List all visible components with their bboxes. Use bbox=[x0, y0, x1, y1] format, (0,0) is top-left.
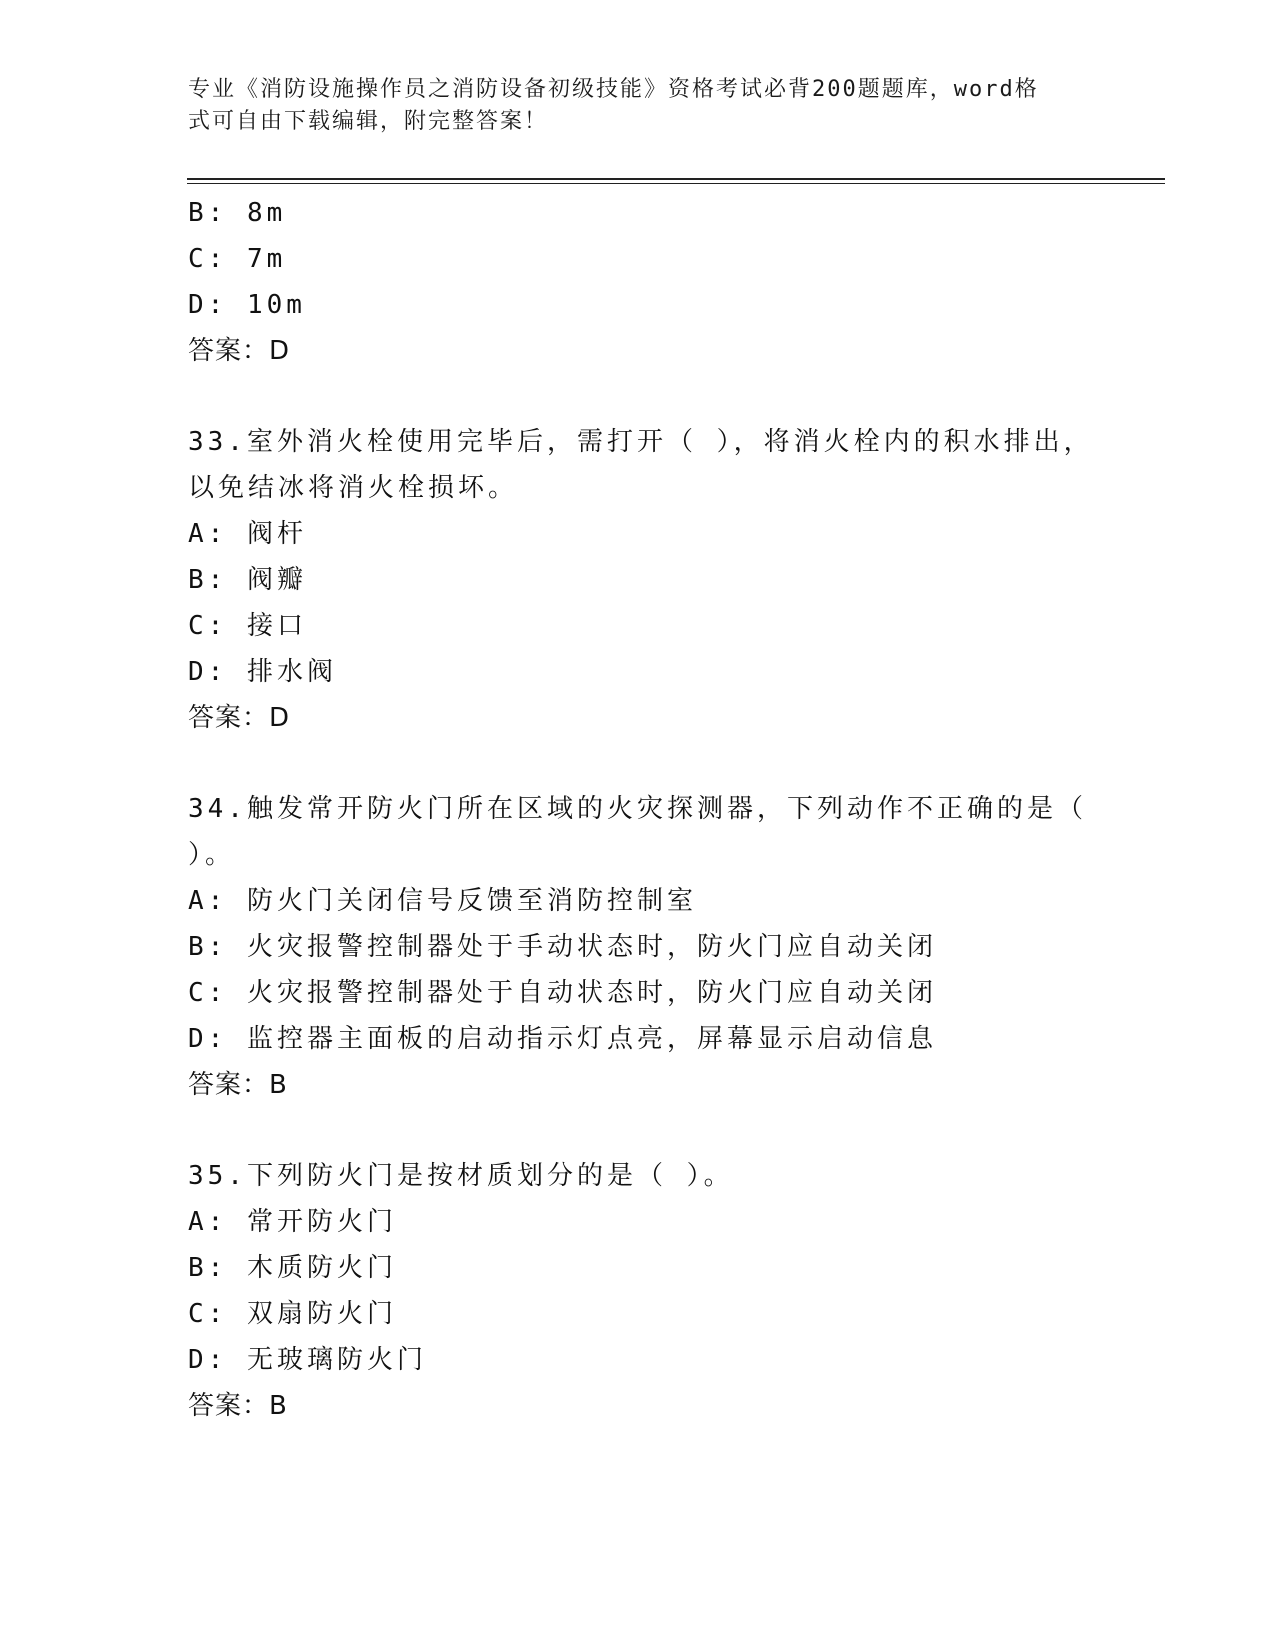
question-list bbox=[188, 190, 1094, 1429]
option-c: C: 双扇防火门 bbox=[188, 1299, 397, 1329]
question-stem-line-1: 34.触发常开防火门所在区域的火灾探测器，下列动作不正确的是（ bbox=[188, 794, 1087, 824]
option-b: B: 火灾报警控制器处于手动状态时，防火门应自动关闭 bbox=[188, 932, 937, 962]
question-stem-line-1: 35.下列防火门是按材质划分的是（ ）。 bbox=[188, 1161, 734, 1191]
header-divider-thin bbox=[187, 183, 1165, 184]
question-32-continuation bbox=[188, 190, 1088, 374]
question-stem-line-2: ）。 bbox=[188, 840, 236, 870]
question-stem-line-1: 33.室外消火栓使用完毕后，需打开（ ），将消火栓内的积水排出， bbox=[188, 427, 1094, 457]
answer-line: 答案：D bbox=[188, 703, 291, 733]
header-line-1: 专业《消防设施操作员之消防设备初级技能》资格考试必背200题题库，word格 bbox=[188, 77, 1039, 102]
option-a: A: 阀杆 bbox=[188, 519, 307, 549]
document-header bbox=[188, 74, 1068, 138]
option-b: B: 8m bbox=[188, 198, 287, 228]
option-a: A: 常开防火门 bbox=[188, 1207, 397, 1237]
question-35 bbox=[188, 1153, 1088, 1429]
option-a: A: 防火门关闭信号反馈至消防控制室 bbox=[188, 886, 697, 916]
option-d: D: 无玻璃防火门 bbox=[188, 1345, 427, 1375]
option-c: C: 7m bbox=[188, 244, 287, 274]
option-d: D: 10m bbox=[188, 290, 306, 320]
option-c: C: 接口 bbox=[188, 611, 307, 641]
option-d: D: 排水阀 bbox=[188, 657, 337, 687]
option-d: D: 监控器主面板的启动指示灯点亮，屏幕显示启动信息 bbox=[188, 1024, 937, 1054]
question-stem-line-2: 以免结冰将消火栓损坏。 bbox=[188, 473, 519, 503]
option-b: B: 阀瓣 bbox=[188, 565, 307, 595]
header-line-2: 式可自由下载编辑，附完整答案！ bbox=[188, 109, 549, 134]
question-34 bbox=[188, 786, 1088, 1108]
answer-line: 答案：D bbox=[188, 336, 291, 366]
question-33 bbox=[188, 419, 1094, 741]
answer-line: 答案：B bbox=[188, 1070, 288, 1100]
header-divider-thick bbox=[187, 178, 1165, 180]
answer-line: 答案：B bbox=[188, 1391, 288, 1421]
option-c: C: 火灾报警控制器处于自动状态时，防火门应自动关闭 bbox=[188, 978, 937, 1008]
option-b: B: 木质防火门 bbox=[188, 1253, 397, 1283]
